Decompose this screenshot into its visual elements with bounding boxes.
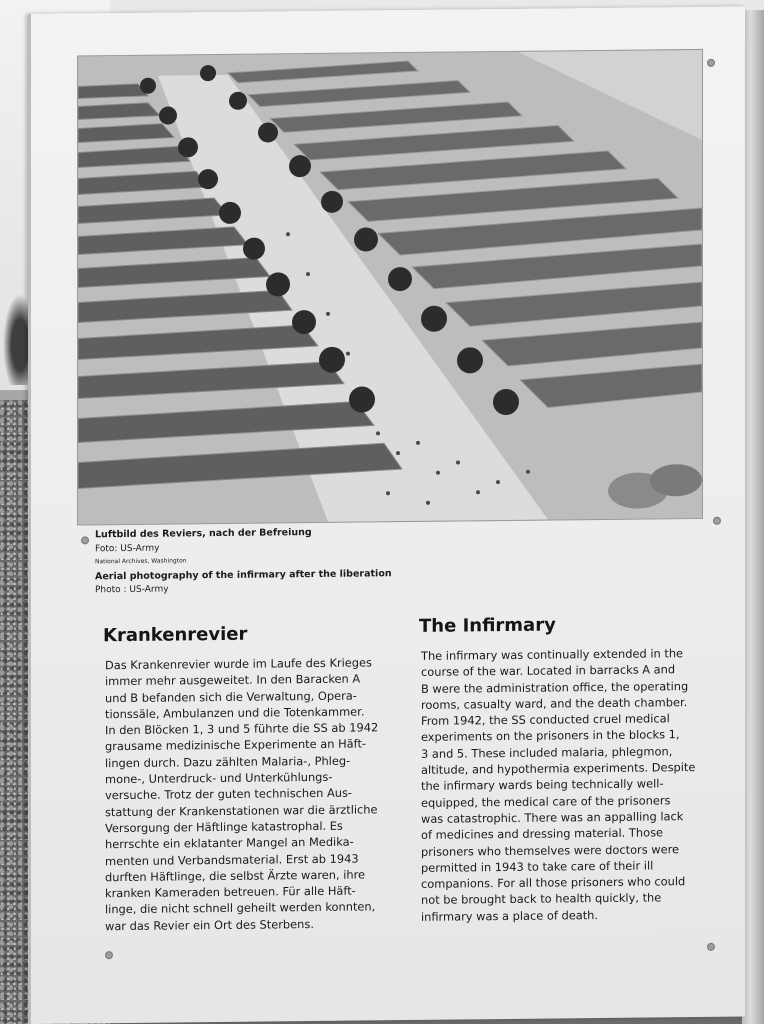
- caption-german-title: Luftbild des Reviers, nach der Befreiung: [95, 527, 312, 541]
- aerial-photograph: [77, 49, 703, 526]
- english-body-text: The infirmary was continually extended in the course of the war. Located in barracks A and B were the administration office, the operating rooms, casualty ward, and the death chamber. From 1942, the SS conducted cruel medical experiments on the prisoners in the blocks 1, 3 and 5. These included malaria, phlegmon, altitude, and hypothermia experiments. Despite the infirmary wards being technically well- equipped, the medical care of the prisoners was catastrophic. There was an appalling lack of medicines and dressing material. Those prisoners who themselves were doctors were permitted in 1943 to take care of their ill companions. For all those prisoners who could not be brought back to health quickly, the infirmary was a place of death.: [421, 646, 696, 924]
- screw-icon: [81, 536, 89, 544]
- caption-english-credit: Photo : US-Army: [95, 584, 169, 596]
- caption-german-credit: Foto: US-Army: [95, 543, 160, 555]
- screw-icon: [713, 517, 721, 525]
- screw-icon: [105, 951, 113, 959]
- caption-archive: National Archives, Washington: [95, 557, 187, 566]
- screw-icon: [707, 59, 715, 67]
- information-panel: [28, 6, 745, 1024]
- screw-icon: [707, 943, 715, 951]
- german-body-text: Das Krankenrevier wurde im Laufe des Krieges immer mehr ausgeweitet. In den Baracken A und B befanden sich die Verwaltung, Opera- tionssäle, Ambulanzen und die Totenkammer. In den Blöcken 1, 3 und 5 führte die SS ab 1942 grausame medizinische Experimente an Häft- lingen durch. Dazu zählten Malaria-, Phleg- mone-, Unterdruck- und Unterkühlungs- versuche. Trotz der guten technischen Aus- stattung der Krankenstationen war die ärztliche Versorgung der Häftlinge katastrophal. Es herrschte ein eklatanter Mangel an Medika- menten und Verbandsmaterial. Erst ab 1943 durften Häftlinge, die selbst Ärzte waren, ihre kranken Kameraden betreuen. Für alle Häft- linge, die nicht schnell geheilt werden konnten, war das Revier ein Ort des Sterbens.: [105, 655, 379, 933]
- adjacent-panel-edge: [742, 10, 764, 1024]
- english-heading: The Infirmary: [419, 614, 556, 637]
- caption-english-title: Aerial photography of the infirmary after the liberation: [95, 568, 392, 583]
- german-heading: Krankenrevier: [103, 623, 248, 647]
